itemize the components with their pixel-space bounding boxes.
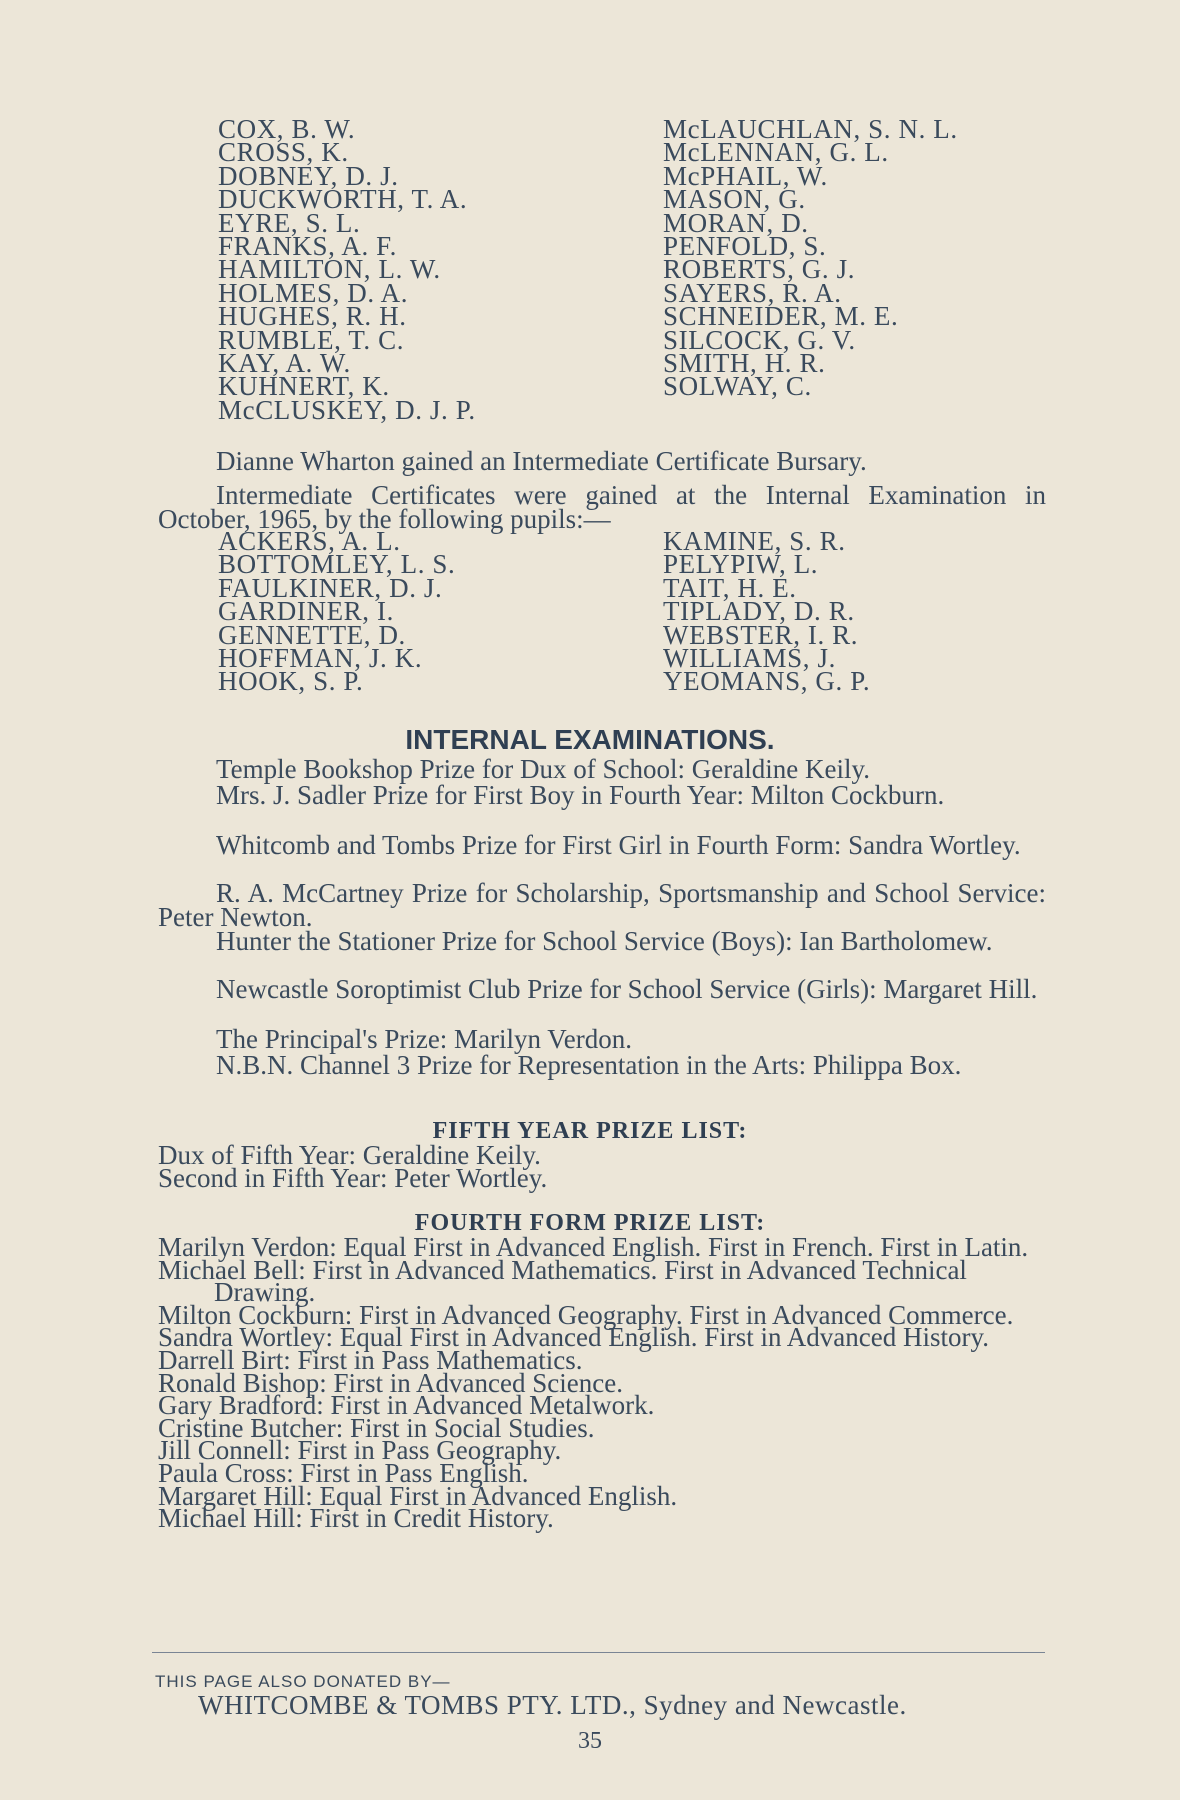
certificates-intro: [158, 480, 1046, 534]
name-list-2-left: [218, 526, 456, 697]
list-item: Michael Bell: First in Advanced Mathematics. First in Advanced Technical Drawing.: [158, 1254, 967, 1308]
list-item: CROSS, K.: [218, 137, 349, 168]
prize-text: Temple Bookshop Prize for Dux of School: Geraldine Keily.: [216, 754, 870, 784]
list-item: Sandra Wortley: Equal First in Advanced English. First in Advanced History.: [158, 1322, 989, 1353]
list-item: SCHNEIDER, M. E.: [663, 301, 899, 332]
section-heading-internal: INTERNAL EXAMINATIONS.: [405, 724, 775, 755]
list-item: SMITH, H. R.: [663, 348, 826, 379]
list-item: KAY, A. W.: [218, 348, 351, 379]
list-item: Gary Bradford: First in Advanced Metalwork.: [158, 1390, 655, 1421]
list-item: McLAUCHLAN, S. N. L.: [663, 114, 958, 144]
list-item: Jill Connell: First in Pass Geography.: [158, 1435, 562, 1466]
list-item: KUHNERT, K.: [218, 371, 390, 402]
list-item: GENNETTE, D.: [218, 619, 406, 650]
prize-paragraph: [158, 1024, 1046, 1054]
prize-paragraph: [158, 754, 1046, 784]
list-item: RUMBLE, T. C.: [218, 324, 405, 355]
list-item: PELYPIW, L.: [663, 549, 819, 580]
prize-paragraph: [158, 830, 1046, 860]
list-item: EYRE, S. L.: [218, 207, 361, 238]
list-item: Margaret Hill: Equal First in Advanced English.: [158, 1480, 678, 1511]
list-item: PENFOLD, S.: [663, 231, 827, 262]
list-item: MORAN, D.: [663, 207, 809, 238]
prize-text: Newcastle Soroptimist Club Prize for School Service (Girls): Margaret Hill.: [216, 974, 1038, 1004]
list-item: Ronald Bishop: First in Advanced Science.: [158, 1367, 623, 1398]
list-item: ROBERTS, G. J.: [663, 254, 856, 285]
list-item: COX, B. W.: [218, 114, 356, 144]
bursary-paragraph: [158, 446, 1046, 476]
prize-paragraph: [158, 878, 1046, 932]
list-item: Michael Hill: First in Credit History.: [158, 1503, 554, 1534]
list-item: DOBNEY, D. J.: [218, 160, 399, 191]
sponsor-line: WHITCOMBE & TOMBS PTY. LTD., Sydney and Newcastle.: [198, 1690, 907, 1720]
fourth-form-list: [158, 1232, 1046, 1534]
list-item: McCLUSKEY, D. J. P.: [218, 394, 476, 425]
name-list-1-left: [218, 114, 476, 425]
list-item: TAIT, H. E.: [663, 572, 797, 603]
list-item: BOTTOMLEY, L. S.: [218, 549, 456, 580]
list-item: McLENNAN, G. L.: [663, 137, 889, 168]
section-heading-fifth-year: FIFTH YEAR PRIZE LIST:: [432, 1118, 748, 1144]
prize-text: R. A. McCartney Prize for Scholarship, Sportsmanship and School Service: Peter Newton.: [158, 878, 1046, 932]
list-item: DUCKWORTH, T. A.: [218, 184, 468, 215]
list-item: MASON, G.: [663, 184, 806, 215]
list-item: GARDINER, I.: [218, 596, 394, 627]
list-item: SOLWAY, C.: [663, 371, 812, 402]
name-list-1-right: [663, 114, 958, 402]
list-item: Cristine Butcher: First in Social Studies.: [158, 1412, 595, 1443]
list-item: SILCOCK, G. V.: [663, 324, 856, 355]
list-item: Milton Cockburn: First in Advanced Geography. First in Advanced Commerce.: [158, 1299, 1014, 1330]
list-item: HOFFMAN, J. K.: [218, 643, 423, 674]
list-item: SAYERS, R. A.: [663, 277, 842, 308]
fifth-year-list: [158, 1140, 1046, 1193]
prize-text: Whitcomb and Tombs Prize for First Girl in Fourth Form: Sandra Wortley.: [216, 830, 1021, 860]
prize-paragraph: [158, 926, 1046, 956]
prize-paragraph: [158, 974, 1046, 1004]
list-item: WILLIAMS, J.: [663, 643, 836, 674]
divider: [152, 1652, 1045, 1653]
list-item: Marilyn Verdon: Equal First in Advanced English. First in French. First in Latin.: [158, 1232, 1029, 1262]
bursary-text: Dianne Wharton gained an Intermediate Certificate Bursary.: [216, 446, 867, 476]
prize-text: Hunter the Stationer Prize for School Service (Boys): Ian Bartholomew.: [216, 926, 993, 956]
list-item: WEBSTER, I. R.: [663, 619, 859, 650]
page-number: 35: [578, 1728, 602, 1754]
list-item: Paula Cross: First in Pass English.: [158, 1457, 529, 1488]
section-heading-fourth-form: FOURTH FORM PRIZE LIST:: [414, 1210, 766, 1236]
list-item: McPHAIL, W.: [663, 160, 828, 191]
list-item: ACKERS, A. L.: [218, 526, 401, 556]
prize-paragraph: [158, 780, 1046, 810]
list-item: HAMILTON, L. W.: [218, 254, 441, 285]
prize-text: N.B.N. Channel 3 Prize for Representation in the Arts: Philippa Box.: [216, 1050, 962, 1080]
list-item: HUGHES, R. H.: [218, 301, 407, 332]
list-item: KAMINE, S. R.: [663, 526, 846, 556]
name-list-2-right: [663, 526, 871, 697]
list-item: YEOMANS, G. P.: [663, 666, 871, 697]
prize-text: Mrs. J. Sadler Prize for First Boy in Fourth Year: Milton Cockburn.: [216, 780, 945, 810]
certificates-intro-text: Intermediate Certificates were gained at the Internal Examination in October, 1965, by the following pupils:—: [158, 480, 1046, 534]
list-item: FRANKS, A. F.: [218, 231, 397, 262]
list-item: HOLMES, D. A.: [218, 277, 409, 308]
prize-text: The Principal's Prize: Marilyn Verdon.: [216, 1024, 633, 1054]
prize-paragraph: [158, 1050, 1046, 1080]
donated-label: THIS PAGE ALSO DONATED BY—: [155, 1672, 451, 1691]
list-item: Second in Fifth Year: Peter Wortley.: [158, 1162, 548, 1193]
list-item: HOOK, S. P.: [218, 666, 364, 697]
list-item: Darrell Birt: First in Pass Mathematics.: [158, 1344, 583, 1375]
list-item: FAULKINER, D. J.: [218, 572, 443, 603]
list-item: TIPLADY, D. R.: [663, 596, 855, 627]
list-item: Dux of Fifth Year: Geraldine Keily.: [158, 1140, 541, 1170]
